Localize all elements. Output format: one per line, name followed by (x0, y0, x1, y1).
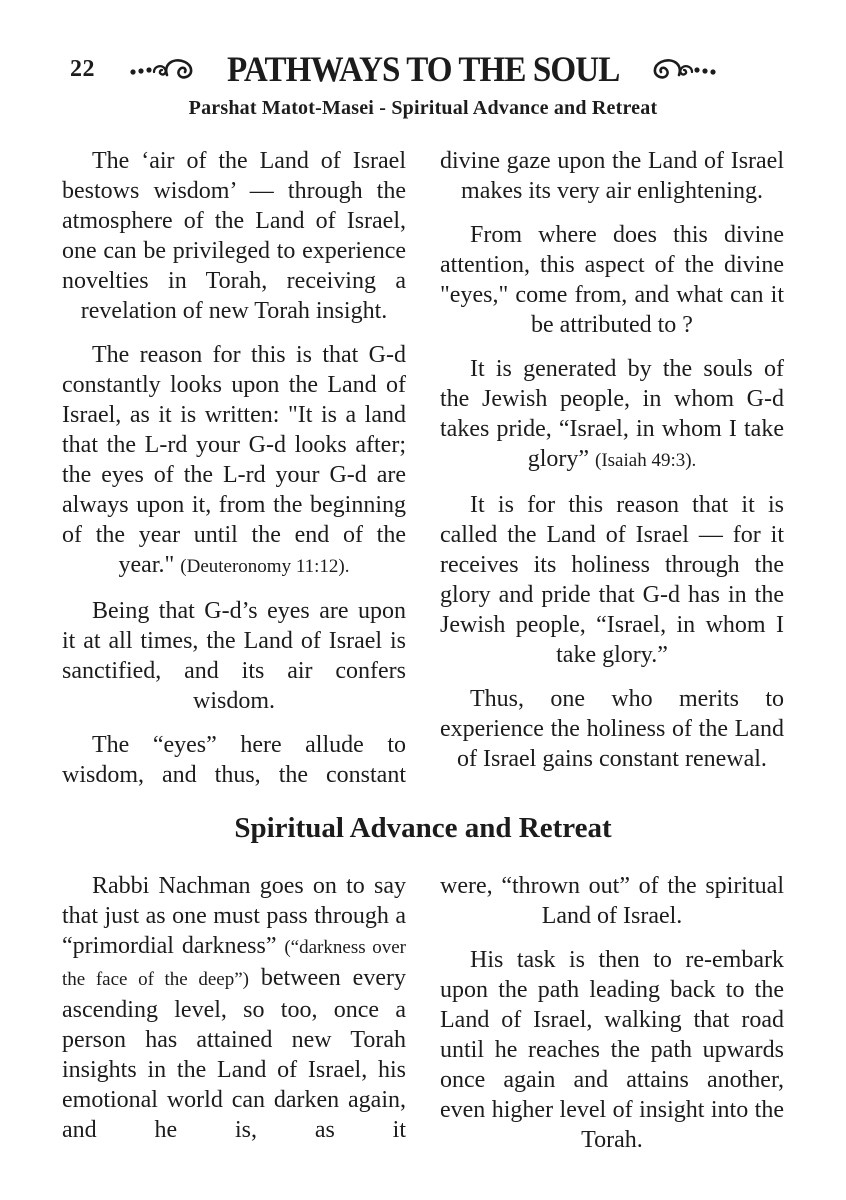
body-text: Thus, one who merits to experience the holiness of the Land of Israel gains constant renewal. (440, 686, 784, 772)
citation-text: (Deuteronomy 11:12). (180, 556, 350, 577)
body-text: between every ascending level, so too, once a person has attained new Torah insights in the Land of Israel, his emotional world can darken again, and he is, as it (62, 965, 406, 1143)
body-text: His task is then to re-embark upon the path leading back to the Land of Israel, walking that road until he reaches the path upwards once again and attains another, even higher level of insight into the Torah. (440, 947, 784, 1153)
body-text: were, “thrown out” of the spiritual Land of Israel. (440, 873, 784, 929)
bottom-section (62, 871, 784, 1169)
body-text: divine gaze upon the Land of Israel makes its very air enlightening. (440, 148, 784, 204)
paragraph (440, 490, 784, 670)
paragraph (62, 596, 406, 716)
paragraph (440, 146, 784, 206)
citation-text: (“darkness over the face of the deep”) (62, 937, 406, 990)
body-text: From where does this divine attention, this aspect of the divine "eyes," come from, and what can it be attributed to ? (440, 222, 784, 338)
flourish-right-icon (645, 55, 717, 83)
page-header (62, 44, 784, 120)
paragraph (440, 354, 784, 476)
paragraph (62, 871, 406, 1145)
top-right-column (440, 146, 784, 804)
paragraph (440, 684, 784, 774)
top-section (62, 146, 784, 804)
title-row (62, 44, 784, 94)
citation-text: (Isaiah 49:3). (595, 450, 697, 471)
paragraph (62, 146, 406, 326)
body-text: The reason for this is that G-d constantly looks upon the Land of Israel, as it is written: "It is a land that the L-rd your G-d looks after; the eyes of the L-rd your G-d are always upon it, from the beginning of the year until the end of the year." (62, 342, 406, 578)
flourish-left-icon (129, 55, 201, 83)
body-text: It is generated by the souls of the Jewish people, in whom G-d takes pride, “Israel, in whom I take glory” (440, 356, 784, 472)
bottom-left-column (62, 871, 406, 1169)
paragraph (440, 220, 784, 340)
bottom-right-column (440, 871, 784, 1169)
section-heading: Spiritual Advance and Retreat (234, 812, 612, 844)
body-text: Being that G-d’s eyes are upon it at all times, the Land of Israel is sanctified, and its air confers wisdom. (62, 598, 406, 714)
book-title: PATHWAYS TO THE SOUL (226, 49, 620, 89)
body-text: The “eyes” here allude to wisdom, and thus, the constant (62, 732, 406, 788)
paragraph (62, 340, 406, 582)
paragraph (62, 730, 406, 790)
body-text: The ‘air of the Land of Israel bestows wisdom’ — through the atmosphere of the Land of Israel, one can be privileged to experience novelties in Torah, receiving a revelation of new Torah insight. (62, 148, 406, 324)
page-number: 22 (70, 56, 95, 82)
paragraph (440, 945, 784, 1155)
paragraph (440, 871, 784, 931)
top-left-column (62, 146, 406, 804)
chapter-subtitle: Parshat Matot-Masei - Spiritual Advance and Retreat (188, 97, 658, 119)
body-text: Rabbi Nachman goes on to say that just as one must pass through a “primordial darkness” (62, 873, 406, 959)
body-text: It is for this reason that it is called the Land of Israel — for it receives its holiness through the glory and pride that G-d has in the Jewish people, “Israel, in whom I take glory.” (440, 492, 784, 668)
